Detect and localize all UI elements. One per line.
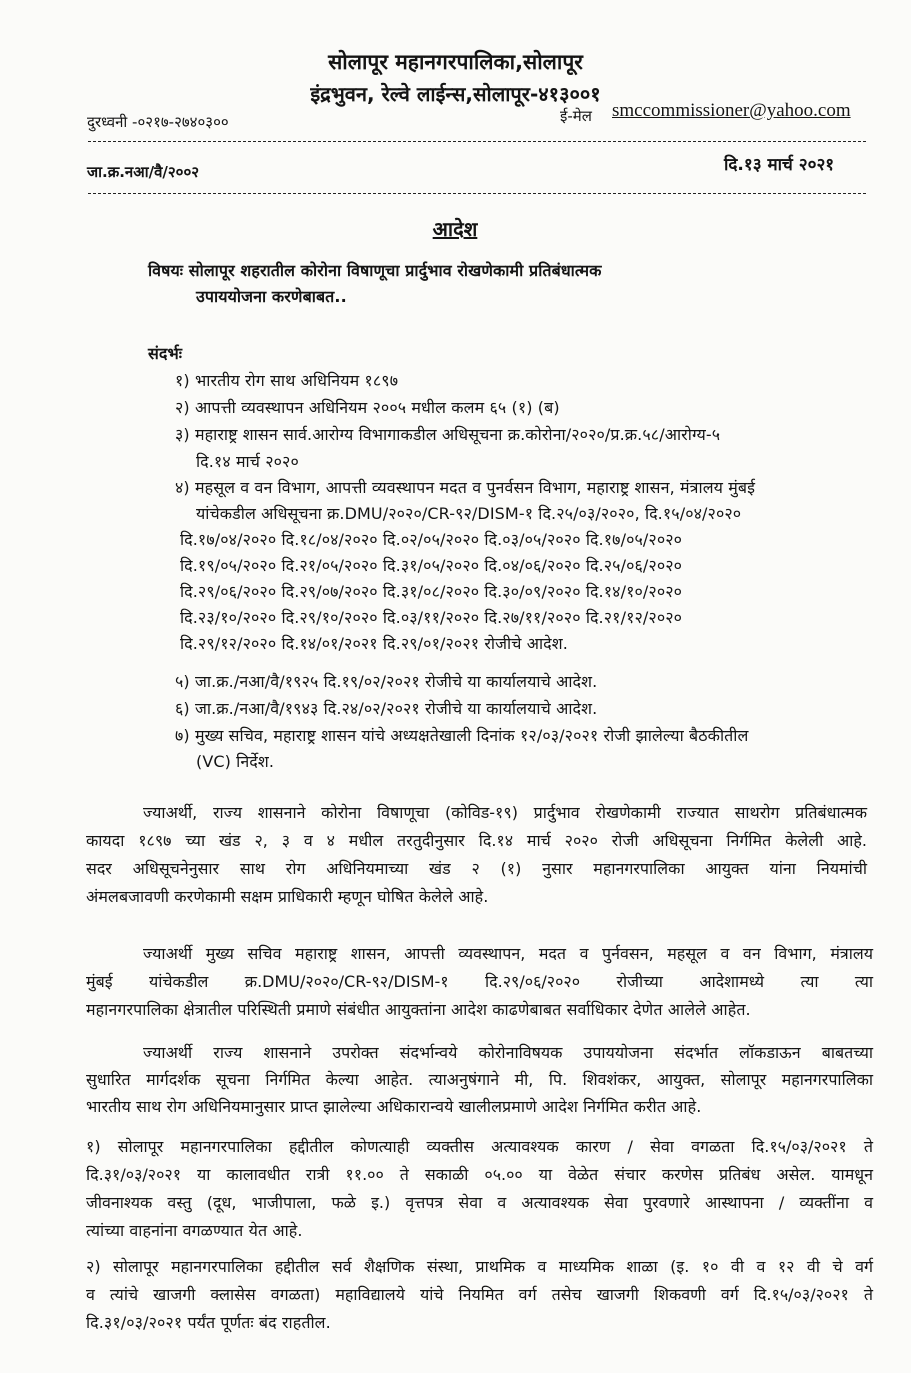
phone-number: दुरध्वनी -०२१७-२७४०३०० xyxy=(87,113,229,131)
order-point-line: दि.३१/०३/२०२१ या कालावधीत रात्री ११.०० ते सकाळी ०५.०० या वेळेत संचार करणेस प्रतिबंध असेल. यामधून xyxy=(86,1165,873,1184)
body-paragraph-line: सुधारित मार्गदर्शक सूचना निर्गमित केल्या आहेत. त्याअनुषंगाने मी, पि. शिवशंकर, आयुक्त, सोलापूर महानगरपालिका xyxy=(86,1070,873,1089)
reference-item: ५) जा.क्र./नआ/वै/१९२५ दि.१९/०२/२०२१ रोजीचे या कार्यालयाचे आदेश. xyxy=(175,672,598,691)
references-label: संदर्भः xyxy=(148,344,183,363)
reference-item: ३) महाराष्ट्र शासन सार्व.आरोग्य विभागाकडील अधिसूचना क्र.कोरोना/२०२०/प्र.क्र.५८/आरोग्य-५ xyxy=(175,425,721,444)
body-paragraph-line: कायदा १८९७ च्या खंड २, ३ व ४ मधील तरतुदीनुसार दि.१४ मार्च २०२० रोजी अधिसूचना निर्गमित केलेली आहे. xyxy=(86,831,867,850)
reference-item: (VC) निर्देश. xyxy=(196,752,275,771)
email-label: ई-मेल xyxy=(560,107,592,125)
order-title: आदेश xyxy=(432,217,478,241)
body-paragraph-line: ज्याअर्थी राज्य शासनाने उपरोक्त संदर्भान्वये कोरोनाविषयक उपाययोजना संदर्भात लॉकडाऊन बाबतच्या xyxy=(143,1043,873,1062)
order-point-line: त्यांच्या वाहनांना वगळण्यात येत आहे. xyxy=(86,1221,303,1240)
org-name: सोलापूर महानगरपालिका,सोलापूर xyxy=(328,50,583,74)
email-link[interactable]: smccommissioner@yahoo.com xyxy=(612,100,851,121)
body-paragraph-line: भारतीय साथ रोग अधिनियमानुसार प्राप्त झालेल्या अधिकारान्वये खालीलप्रमाणे आदेश निर्गमित करीत आहे. xyxy=(86,1097,702,1116)
reference-item: १) भारतीय रोग साथ अधिनियम १८९७ xyxy=(175,371,399,390)
subject-line: उपाययोजना करणेबाबत.. xyxy=(196,287,347,306)
header-divider-bottom xyxy=(88,193,866,194)
reference-item: ७) मुख्य सचिव, महाराष्ट्र शासन यांचे अध्यक्षतेखाली दिनांक १२/०३/२०२१ रोजी झालेल्या बैठकीतील xyxy=(175,726,749,745)
body-paragraph-line: महानगरपालिका क्षेत्रातील परिस्थिती प्रमाणे संबंधीत आयुक्तांना आदेश काढणेबाबत सर्वाधिकार देणेत आलेले आहेत. xyxy=(86,1000,751,1019)
reference-item: ४) महसूल व वन विभाग, आपत्ती व्यवस्थापन मदत व पुनर्वसन विभाग, महाराष्ट्र शासन, मंत्रालय मुंबई xyxy=(175,478,756,497)
order-point-line: १) सोलापूर महानगरपालिका हद्दीतील कोणत्याही व्यक्तीस अत्यावश्यक कारण / सेवा वगळता दि.१५/०३/२०२१ ते xyxy=(86,1137,873,1156)
order-point-line: २) सोलापूर महानगरपालिका हद्दीतील सर्व शैक्षणिक संस्था, प्राथमिक व माध्यमिक शाळा (इ. १० वी व १२ वी चे वर्ग xyxy=(86,1257,873,1276)
body-paragraph-line: ज्याअर्थी, राज्य शासनाने कोरोना विषाणूचा (कोविड-१९) प्रार्दुभाव रोखणेकामी राज्यात साथरोग प्रतिबंधात्मक xyxy=(143,803,867,822)
body-paragraph-line: अंमलबजावणी करणेकामी सक्षम प्राधिकारी म्हणून घोषित केलेले आहे. xyxy=(86,887,489,906)
subject-line: विषयः सोलापूर शहरातील कोरोना विषाणूचा प्रार्दुभाव रोखणेकामी प्रतिबंधात्मक xyxy=(148,261,602,280)
body-paragraph-line: ज्याअर्थी मुख्य सचिव महाराष्ट्र शासन, आपत्ती व्यवस्थापन, मदत व पुर्नवसन, महसूल व वन विभाग, मंत्रालय xyxy=(143,944,873,963)
header-divider-top xyxy=(88,141,866,142)
order-point-line: दि.३१/०३/२०२१ पर्यंत पूर्णतः बंद राहतील. xyxy=(86,1313,331,1332)
reference-item: दि.१७/०४/२०२० दि.१८/०४/२०२० दि.०२/०५/२०२० दि.०३/०५/२०२० दि.१७/०५/२०२० xyxy=(180,530,683,549)
reference-item: दि.१४ मार्च २०२० xyxy=(196,452,299,471)
reference-item: यांचेकडील अधिसूचना क्र.DMU/२०२०/CR-९२/DISM-१ दि.२५/०३/२०२०, दि.१५/०४/२०२० xyxy=(196,504,742,523)
order-date: दि.१३ मार्च २०२१ xyxy=(724,155,835,175)
reference-item: दि.१९/०५/२०२० दि.२१/०५/२०२० दि.३१/०५/२०२० दि.०४/०६/२०२० दि.२५/०६/२०२० xyxy=(180,556,683,575)
reference-item: दि.२३/१०/२०२० दि.२९/१०/२०२० दि.०३/११/२०२० दि.२७/११/२०२० दि.२१/१२/२०२० xyxy=(180,608,683,627)
reference-item: २) आपत्ती व्यवस्थापन अधिनियम २००५ मधील कलम ६५ (१) (ब) xyxy=(175,398,560,417)
reference-item: दि.२९/१२/२०२० दि.१४/०१/२०२१ दि.२९/०१/२०२१ रोजीचे आदेश. xyxy=(180,634,568,653)
reference-number: जा.क्र.नआ/वै/२००२ xyxy=(87,163,200,181)
org-address: इंद्रभुवन, रेल्वे लाईन्स,सोलापूर-४१३००१ xyxy=(310,82,601,106)
reference-item: दि.२९/०६/२०२० दि.२९/०७/२०२० दि.३१/०८/२०२० दि.३०/०९/२०२० दि.१४/१०/२०२० xyxy=(180,582,683,601)
body-paragraph-line: सदर अधिसूचनेनुसार साथ रोग अधिनियमाच्या खंड २ (१) नुसार महानगरपालिका आयुक्त यांना नियमांची xyxy=(86,859,867,878)
body-paragraph-line: मुंबई यांचेकडील क्र.DMU/२०२०/CR-९२/DISM-१ दि.२९/०६/२०२० रोजीच्या आदेशामध्ये त्या त्या xyxy=(86,972,873,991)
reference-item: ६) जा.क्र./नआ/वै/१९४३ दि.२४/०२/२०२१ रोजीचे या कार्यालयाचे आदेश. xyxy=(175,699,598,718)
order-point-line: जीवनाश्यक वस्तु (दूध, भाजीपाला, फळे इ.) वृत्तपत्र सेवा व अत्यावश्यक सेवा पुरवणारे आस्थापना / व्यक्तींना व xyxy=(86,1193,873,1212)
order-point-line: व त्यांचे खाजगी क्लासेस वगळता) महाविद्यालये यांचे नियमित वर्ग तसेच खाजगी शिकवणी वर्ग दि.१५/०३/२०२१ ते xyxy=(86,1285,873,1304)
